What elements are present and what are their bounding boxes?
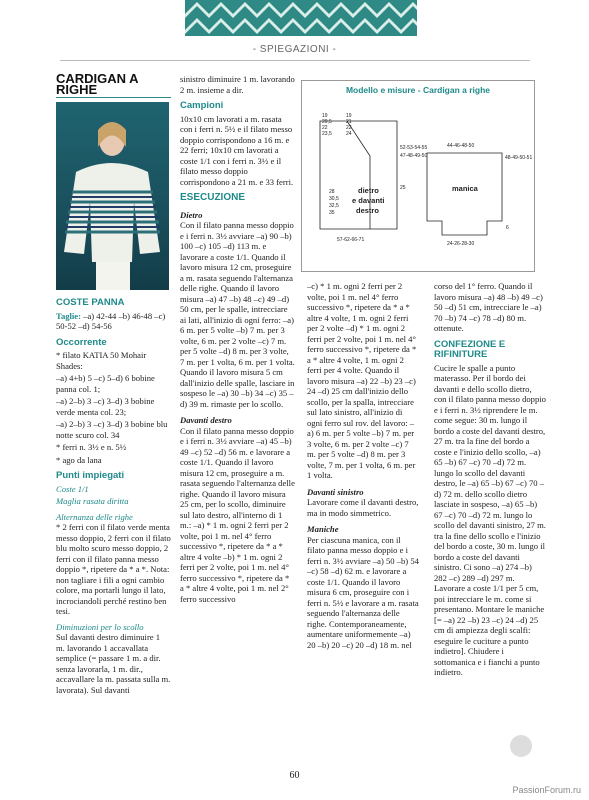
material-item: * ago da lana: [56, 454, 102, 465]
left-front-text: Lavorare come il davanti destro, ma in modo simmetrico.: [307, 497, 419, 518]
sizes-line: [56, 311, 171, 332]
right-measure: 47-48-49-50: [400, 153, 428, 159]
stitch-item: Coste 1/1: [56, 483, 89, 494]
left-measure: 28: [329, 189, 335, 195]
left-front-heading: Davanti sinistro: [307, 486, 364, 497]
page-number: 60: [289, 770, 300, 781]
materials-heading: Occorrente: [56, 336, 107, 348]
publisher-seal: [510, 735, 532, 757]
samples-text: 10x10 cm lavorati a m. rasata con i ferri n. 5½ e il filato messo doppio corrispondono a 16 m. e 22 ferri; 10x10 cm lavorati a coste 1/1 con i ferri n. 3½ e il filato messo doppio corrispondono a 21 m. e 33 ferri.: [180, 113, 294, 187]
column-1: [56, 71, 171, 697]
top-measure: 21: [346, 119, 352, 125]
sleeves-heading: Maniche: [307, 524, 339, 534]
finishing-heading: CONFEZIONE E RIFINITURE: [434, 338, 506, 360]
header-divider: [60, 60, 530, 61]
left-measure: 32,5: [329, 203, 339, 209]
bottom-measure: 57-62-66-71: [337, 237, 365, 243]
watermark: PassionForum.ru: [512, 785, 581, 795]
top-measure: 22: [346, 125, 352, 131]
sizes-label: Taglie:: [56, 310, 81, 321]
top-measure: 19: [322, 113, 328, 119]
sleeve-cuff-measure: 6: [506, 225, 509, 231]
material-item: * ferri n. 3½ e n. 5½: [56, 442, 127, 452]
material-item: –a) 4+b) 5 –c) 5–d) 6 bobine panna col. 1;: [56, 373, 155, 394]
stitch-item: Maglia rasata diritta: [56, 496, 129, 506]
right-front-text: Con il filato panna messo doppio e i ferri n. 3½ avviare –a) 45 –b) 49 –c) 52 –d) 56 m. e lavorare a coste 1/1. Quando il lavoro misura 12 cm, proseguire a m. rasata seguendo l'alternanza delle righe. Quando il lavoro misura 25 cm, per lo scollo, diminuire sul lato destro, all'interno di 1 m.: –a) * 1 m. ogni 2 ferri per 2 volte, poi 1 m. nel 4° ferro successivo *, ripetere da * a * altre 4 volte –b) * 1 m. ogni 2 ferri per 2 volte, poi 1 m. nel 4° ferro successivo *, ripetere da * a * altre 4 volte, poi 1 m. nel 2° ferro successivo: [180, 425, 295, 604]
side-measure: 25: [400, 185, 406, 191]
continued-text: –c) * 1 m. ogni 2 ferri per 2 volte, poi 1 m. nel 4° ferro successivo *, ripetere da * a * altre 4 volte, 1 m. ogni 2 ferri per 2 volte –d) * 1 m. ogni 2 ferri per 2 volte, poi 1 m. nel 4° ferro successivo *, ripetere da * a * altre 4 volte, 1 m. ogni 2 ferri per 4 volte. Quando il lavoro misura –a) 22 –b) 23 –c) 24 –d) 25 cm dall'inizio dello scollo, per la spalla, intrecciare sul lato sinistro, all'inizio di ogni ferro sul rov. del lavoro: –a) 6 m. per 5 volte –b) 7 m. per 3 volte, 6 m. per 2 volte –c) 7 m. per 5 volte –d) 8 m. per 3 volte, 7 m. per 1 volta, 6 m. per 1 volta.: [307, 281, 417, 480]
continued-text: corso del 1° ferro. Quando il lavoro misura –a) 48 –b) 49 –c) 50 –d) 51 cm, intrecciare le –a) 70 –b) 74 –c) 78 –d) 80 m. ottenute.: [434, 281, 543, 333]
sleeve-right-measure: 48-49-50-51: [505, 155, 533, 161]
model-photo: [56, 102, 169, 290]
pattern-title: CARDIGAN A RIGHE: [56, 74, 171, 98]
knit-pattern-banner: [185, 0, 417, 36]
stitches-heading: Punti impiegati: [56, 470, 125, 481]
top-measure: 22: [322, 125, 328, 131]
sizes-text: –a) 42-44 –b) 46-48 –c) 50-52 –d) 54-56: [56, 310, 166, 331]
column-2: [180, 74, 295, 606]
sleeve-top-measure: 44-46-48-50: [447, 143, 475, 149]
alternation-text: * 2 ferri con il filato verde menta messo doppio, 2 ferri con il filato blu molto scuro messo doppio, 2 ferri con il filato panna messo doppio *, ripetere da * a *. Nota: non tagliare i fili a ogni cambio colore, ma portarli lungo il lato, incrociandoli perché restino ben tesi.: [56, 522, 171, 616]
left-measure: 35: [329, 210, 335, 216]
sleeve-label: manica: [452, 184, 478, 193]
top-measure: 23,5: [322, 131, 332, 137]
left-measure: 30,5: [329, 196, 339, 202]
execution-heading: ESECUZIONE: [180, 192, 246, 203]
diagram-title: Modello e misure - Cardigan a righe: [345, 85, 491, 95]
finishing-text: Cucire le spalle a punto materasso. Per il bordo dei davanti e dello scollo dietro, con il filato panna messo doppio e i ferri n. 3½ riprendere le m. come segue: 30 m. lungo il bordo a coste del davanti destro, 27 m. tra la fine del bordo a coste e l'inizio dello scollo, –a) 65 –b) 67 –c) 70 –d) 72 m. lungo lo scollo del davanti destro, le –a) 65 –b) 67 –c) 70 –d) 72 m. dello scollo dietro lasciate in sospeso, –a) 65 –b) 67 –c) 70 –d) 72 m. lungo lo scollo del davanti sinistro, 27 m. tra la fine dello scollo e l'inizio del bordo a coste, 30 m. lungo il bordo a coste del davanti sinistro. Ci sono –a) 274 –b) 282 –c) 289 –d) 297 m. Lavorare a coste 1/1 per 5 cm, poi intrecciare le m. come si presentano. Montare le maniche [= –a) 22 –b) 23 –c) 24 –d) 25 cm di ampiezza degli scalfi: eseguire le cuciture a punto indietro]. Chiudere i sottomanica e i fianchi a punto indietro.: [434, 362, 546, 677]
body-label: e davanti: [352, 196, 385, 205]
top-measure: 19: [346, 113, 352, 119]
material-item: –a) 2–b) 3 –c) 3–d) 3 bobine verde menta col. 23;: [56, 396, 155, 417]
sleeve-bottom-measure: 24-26-28-30: [447, 241, 475, 247]
column-4: [434, 281, 546, 680]
back-heading: Dietro: [180, 209, 203, 220]
schematic-diagram: [301, 80, 535, 272]
material-item: –a) 2–b) 3 –c) 3–d) 3 bobine blu notte scuro col. 34: [56, 419, 168, 440]
schematic-drawing: [302, 81, 534, 271]
right-measure: 52-53-54-55: [400, 145, 428, 151]
decrease-heading: Diminuzioni per lo scollo: [56, 621, 144, 632]
alternation-heading: Alternanza delle righe: [56, 511, 133, 522]
sleeves-text: Per ciascuna manica, con il filato panna messo doppio e i ferri n. 3½ avviare –a) 50 –b) 54 –c) 58 –d) 62 m. e lavorare a coste 1/1. Quando il lavoro misura 6 cm, proseguire con i ferri n. 5½ e lavorare a m. rasata seguendo l'alternanza delle righe. Contemporaneamente, aumentare uniformemente –a) 20 –b) 20 –c) 20 –d) 18 m. nel: [307, 534, 419, 650]
right-front-heading: Davanti destro: [180, 415, 232, 425]
body-label: destro: [356, 206, 379, 215]
continued-text: sinistro diminuire 1 m. lavorando 2 m. insieme a dir.: [180, 74, 295, 95]
model-illustration: [56, 102, 169, 290]
material-item: * filato KATIA 50 Mohair Shades:: [56, 350, 147, 371]
column-3: [307, 281, 419, 652]
color-heading: COSTE PANNA: [56, 297, 125, 308]
top-measure: 24: [346, 131, 352, 137]
back-text: Con il filato panna messo doppio e i ferri n. 3½ avviare –a) 90 –b) 100 –c) 105 –d) 113 m. e lavorare a coste 1/1. Quando il lavoro misura 12 cm, proseguire a m. rasata seguendo l'alternanza delle righe. Quando il lavoro misura –a) 47 –b) 48 –c) 49 –d) 50 cm, per le spalle, intrecciare ai lati, all'inizio di ogni ferro: –a) 6 m. per 5 volte –b) 7 m. per 3 volte, 6 m. per 2 volte –c) 7 m. per 5 volte –d) 8 m. per 3 volte, 7 m. per 1 volta, 6 m. per 1 volta. Quando il lavoro misura 5 cm dall'inizio delle spalle, lasciare in sospeso le –a) 30 –b) 34 –c) 35 –d) 39 m. rimaste per lo scollo.: [180, 220, 295, 409]
decrease-text: Sul davanti destro diminuire 1 m. lavorando 1 accavallata semplice (= passare 1 m. a dir. senza lavorarla, 1 m. dir., accavallare la m. passata sulla m. lavorata). Sul davanti: [56, 632, 171, 695]
samples-heading: Campioni: [180, 100, 224, 111]
section-heading: - SPIEGAZIONI -: [252, 44, 337, 55]
top-measure: 20,5: [322, 119, 332, 125]
body-label: dietro: [358, 186, 379, 195]
